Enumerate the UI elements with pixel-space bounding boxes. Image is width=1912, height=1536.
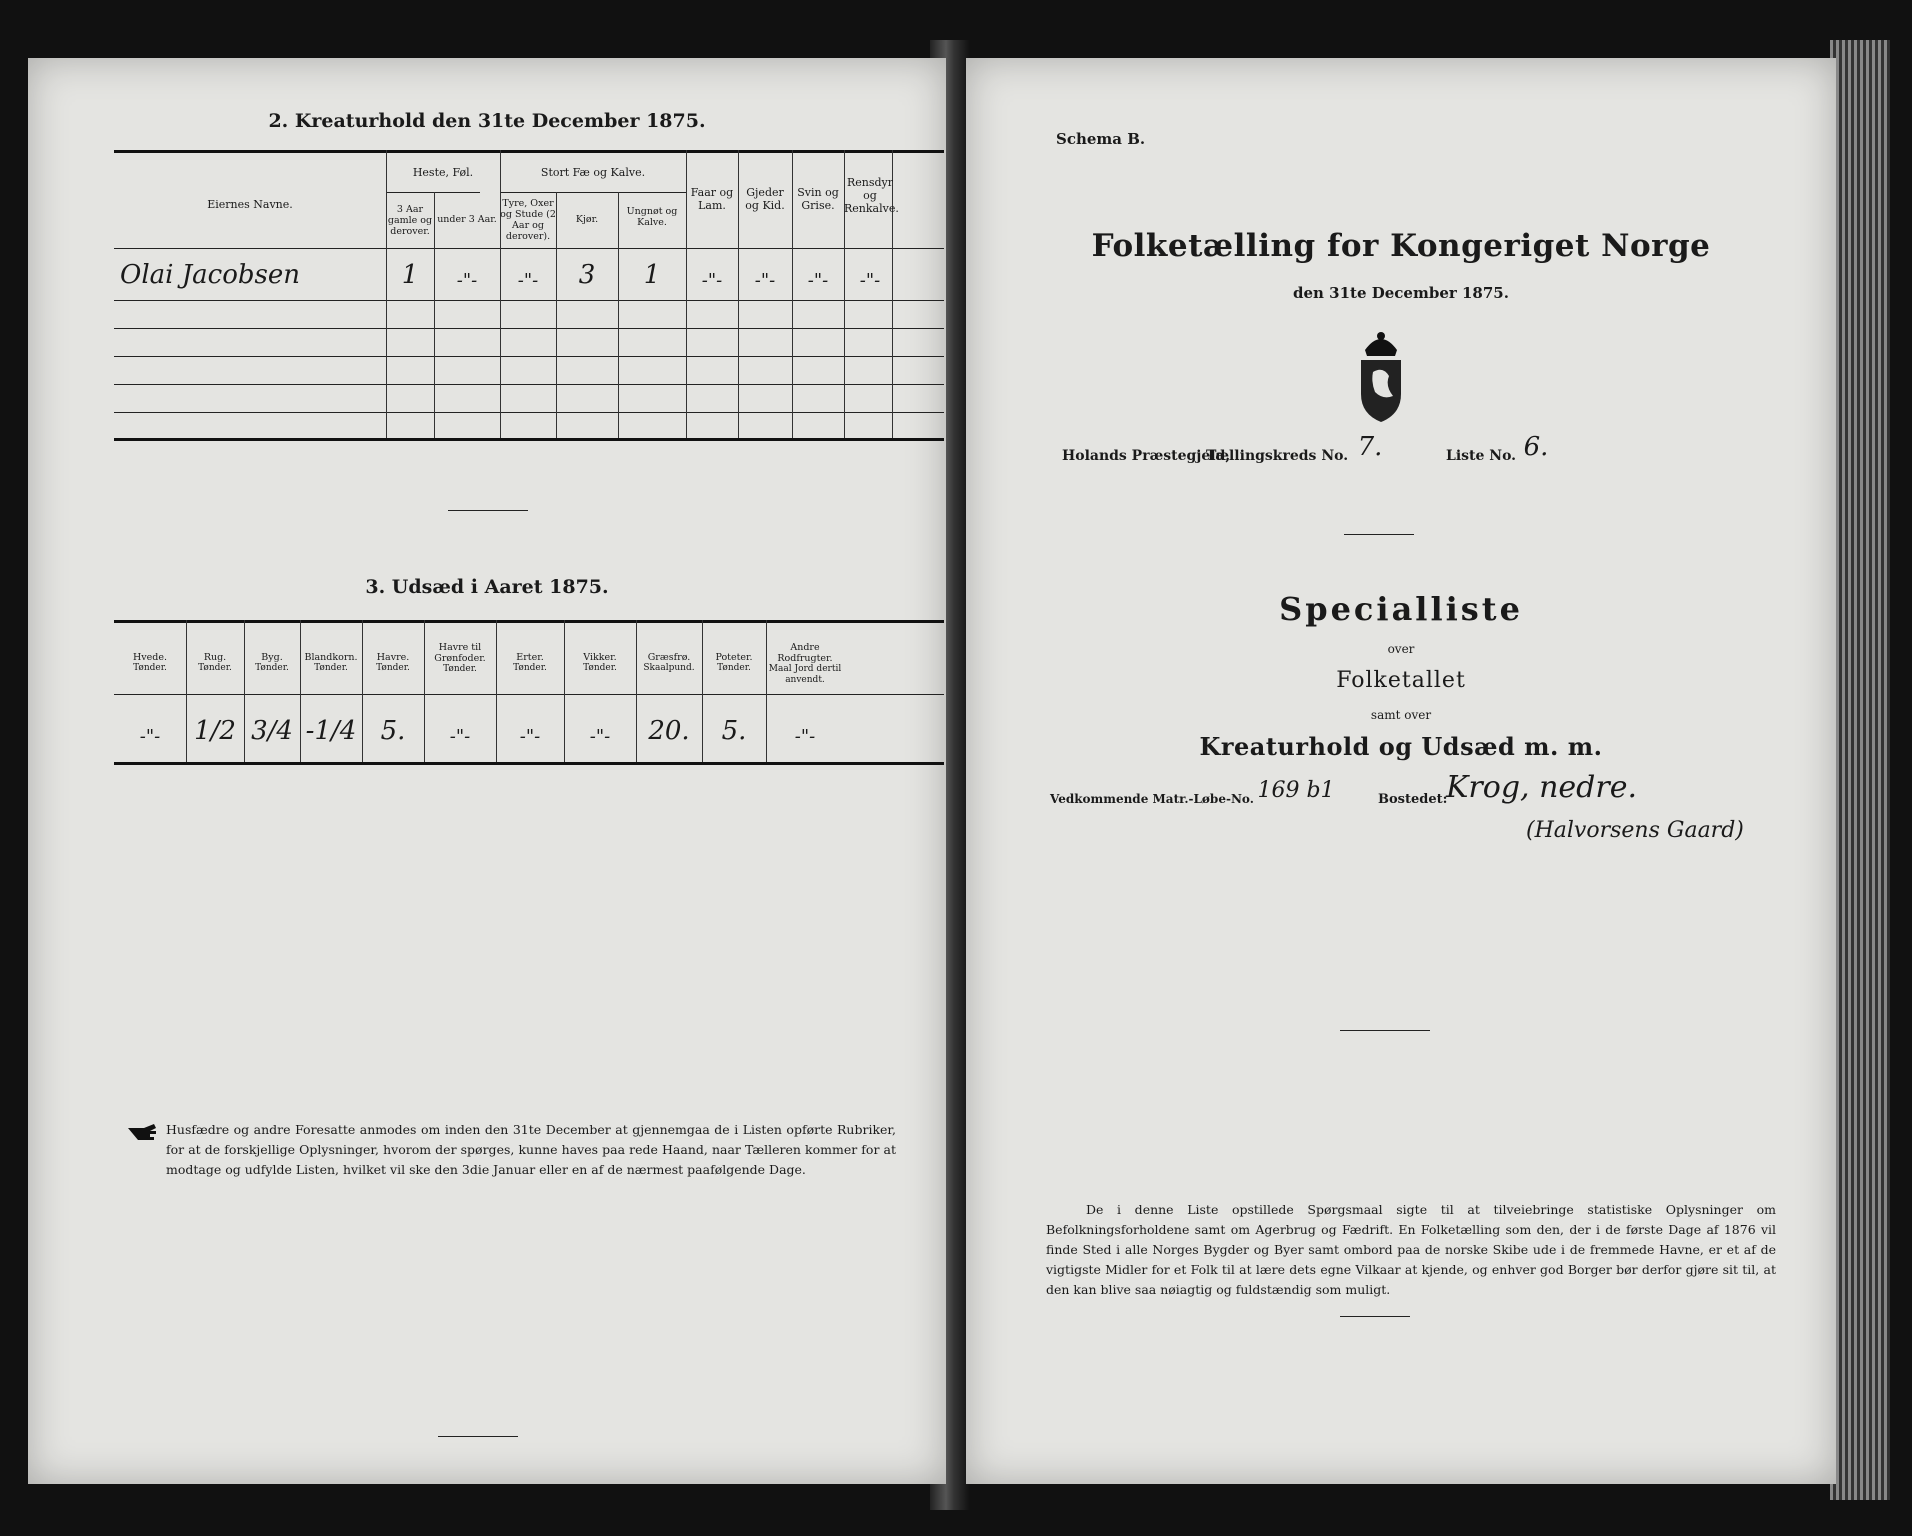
bosted-note: (Halvorsens Gaard) — [1526, 818, 1744, 843]
goats-header: Gjeder og Kid. — [745, 186, 785, 212]
livestock-section-title: 2. Kreaturhold den 31te December 1875. — [268, 110, 706, 132]
seed-header-name: Hvede. — [133, 652, 167, 663]
norwegian-crest-icon — [1351, 328, 1411, 428]
cows-value: 3 — [578, 260, 596, 290]
pointing-hand-icon — [126, 1122, 160, 1142]
seed-header-4 — [362, 652, 424, 674]
seed-header-unit: Tønder. — [376, 663, 410, 673]
seed-header-0 — [114, 652, 186, 674]
young-cattle-header: Ungnøt og Kalve. — [626, 206, 678, 228]
seed-section-title: 3. Udsæd i Aaret 1875. — [365, 576, 609, 598]
seed-value-5: -"- — [449, 726, 471, 747]
seed-header-unit: Tønder. — [133, 663, 167, 673]
bosted-label: Bostedet: — [1378, 792, 1448, 807]
horses-old-value: 1 — [401, 260, 419, 290]
seed-header-name: Græsfrø. — [647, 652, 691, 663]
seed-header-10 — [766, 642, 844, 686]
bulls-value: -"- — [517, 270, 539, 291]
seed-header-name: Byg. — [261, 652, 283, 663]
owner-name: Olai Jacobsen — [120, 260, 300, 290]
seed-header-unit: Skaalpund. — [643, 663, 695, 673]
seed-header-7 — [564, 652, 636, 674]
right-page — [966, 58, 1836, 1484]
left-page — [28, 58, 946, 1484]
seed-header-name: Havre til Grønfoder. — [434, 642, 486, 664]
seed-value-6: -"- — [519, 726, 541, 747]
reindeer-value: -"- — [859, 270, 881, 291]
list-label: Liste No. — [1446, 448, 1517, 464]
seed-header-name: Erter. — [516, 652, 544, 663]
seed-header-unit: Tønder. — [443, 664, 477, 674]
seed-header-name: Andre Rodfrugter. — [777, 642, 833, 664]
pigs-value: -"- — [807, 270, 829, 291]
seed-value-3: -1/4 — [305, 716, 357, 746]
seed-header-unit: Tønder. — [255, 663, 289, 673]
livestock-seed-title: Kreaturhold og Udsæd m. m. — [1199, 732, 1603, 761]
over-text: over — [1387, 642, 1415, 656]
seed-header-unit: Tønder. — [583, 663, 617, 673]
seed-header-name: Blandkorn. — [304, 652, 358, 663]
list-value: 6. — [1523, 432, 1549, 462]
seed-header-name: Rug. — [203, 652, 227, 663]
census-date: den 31te December 1875. — [1293, 284, 1509, 302]
seed-header-5 — [424, 642, 496, 675]
seed-header-name: Poteter. — [715, 652, 753, 663]
seed-header-unit: Maal Jord dertil anvendt. — [768, 664, 842, 685]
page-edges — [1830, 40, 1890, 1500]
horses-young-header: under 3 Aar. — [437, 214, 497, 225]
bottom-divider — [1340, 1316, 1410, 1317]
instructions-note: Husfædre og andre Foresatte anmodes om inden den 31te December at gjennemgaa de i Listen opførte Rubriker, for at de forskjellige Oplysninger, hvorom der spørges, kunne haves paa rede Haand, naar Tælleren kommer for at modtage og udfylde Listen, hvilket vil ske den 3die Januar eller en af de nærmest paafølgende Dage. — [166, 1122, 896, 1177]
special-list-title: Specialliste — [1279, 590, 1523, 628]
purpose-text: De i denne Liste opstillede Spørgsmaal sigte til at tilveiebringe statistiske Oplysninger om Befolkningsforholdene samt om Agerbrug og Fædrift. En Folketælling som den, der i de første Dage af 1876 vil finde Sted i alle Norges Bygder og Byer samt ombord paa de norske Skibe ude i de fremmede Havne, er et af de vigtigste Midler for et Folk til at lære dets egne Vilkaar at kjende, og enhver god Borger bør derfor gjøre sit til, at den kan blive saa nøiagtig og fuldstændig som muligt. — [1046, 1202, 1776, 1297]
seed-value-8: 20. — [648, 716, 690, 746]
sheep-value: -"- — [701, 270, 723, 291]
matr-label: Vedkommende Matr.-Løbe-No. — [1050, 792, 1254, 806]
seed-value-0: -"- — [139, 726, 161, 747]
seed-value-7: -"- — [589, 726, 611, 747]
horses-old-header: 3 Aar gamle og derover. — [387, 204, 433, 237]
goats-value: -"- — [754, 270, 776, 291]
pigs-header: Svin og Grise. — [797, 186, 839, 212]
seed-value-10: -"- — [794, 726, 816, 747]
matr-value: 169 b1 — [1257, 778, 1335, 803]
divider — [448, 510, 528, 511]
district-value: 7. — [1357, 432, 1383, 462]
seed-value-2: 3/4 — [251, 716, 293, 746]
seed-value-4: 5. — [380, 716, 406, 746]
horses-header: Heste, Føl. — [412, 166, 474, 179]
samt-over-text: samt over — [1370, 708, 1432, 722]
seed-header-9 — [702, 652, 766, 674]
divider — [1340, 1030, 1430, 1031]
bosted-value: Krog, nedre. — [1446, 770, 1638, 805]
cows-header: Kjør. — [575, 214, 599, 225]
owner-header: Eiernes Navne. — [207, 198, 293, 211]
young-cattle-value: 1 — [643, 260, 661, 290]
seed-header-name: Havre. — [376, 652, 410, 663]
seed-value-9: 5. — [721, 716, 747, 746]
bulls-header: Tyre, Oxer og Stude (2 Aar og derover). — [500, 198, 556, 242]
seed-header-unit: Tønder. — [198, 663, 232, 673]
parish-label: Holands Præstegjeld, — [1062, 448, 1231, 464]
seed-value-1: 1/2 — [194, 716, 236, 746]
seed-header-unit: Tønder. — [314, 663, 348, 673]
divider — [1344, 534, 1414, 535]
district-label: Tællingskreds No. — [1206, 448, 1349, 464]
seed-header-6 — [496, 652, 564, 674]
seed-header-1 — [186, 652, 244, 674]
horses-young-value: -"- — [456, 270, 478, 291]
reindeer-header: Rensdyr og Renkalve. — [844, 176, 899, 215]
folketallet-title: Folketallet — [1336, 668, 1466, 693]
cattle-header: Stort Fæ og Kalve. — [540, 166, 646, 179]
seed-header-3 — [300, 652, 362, 674]
seed-header-name: Vikker. — [583, 652, 617, 663]
seed-header-8 — [636, 652, 702, 674]
schema-label: Schema B. — [1056, 130, 1146, 148]
seed-header-unit: Tønder. — [717, 663, 751, 673]
census-title: Folketælling for Kongeriget Norge — [1091, 228, 1711, 264]
seed-header-unit: Tønder. — [513, 663, 547, 673]
sheep-header: Faar og Lam. — [690, 186, 734, 212]
bottom-divider — [438, 1436, 518, 1437]
seed-header-2 — [244, 652, 300, 674]
